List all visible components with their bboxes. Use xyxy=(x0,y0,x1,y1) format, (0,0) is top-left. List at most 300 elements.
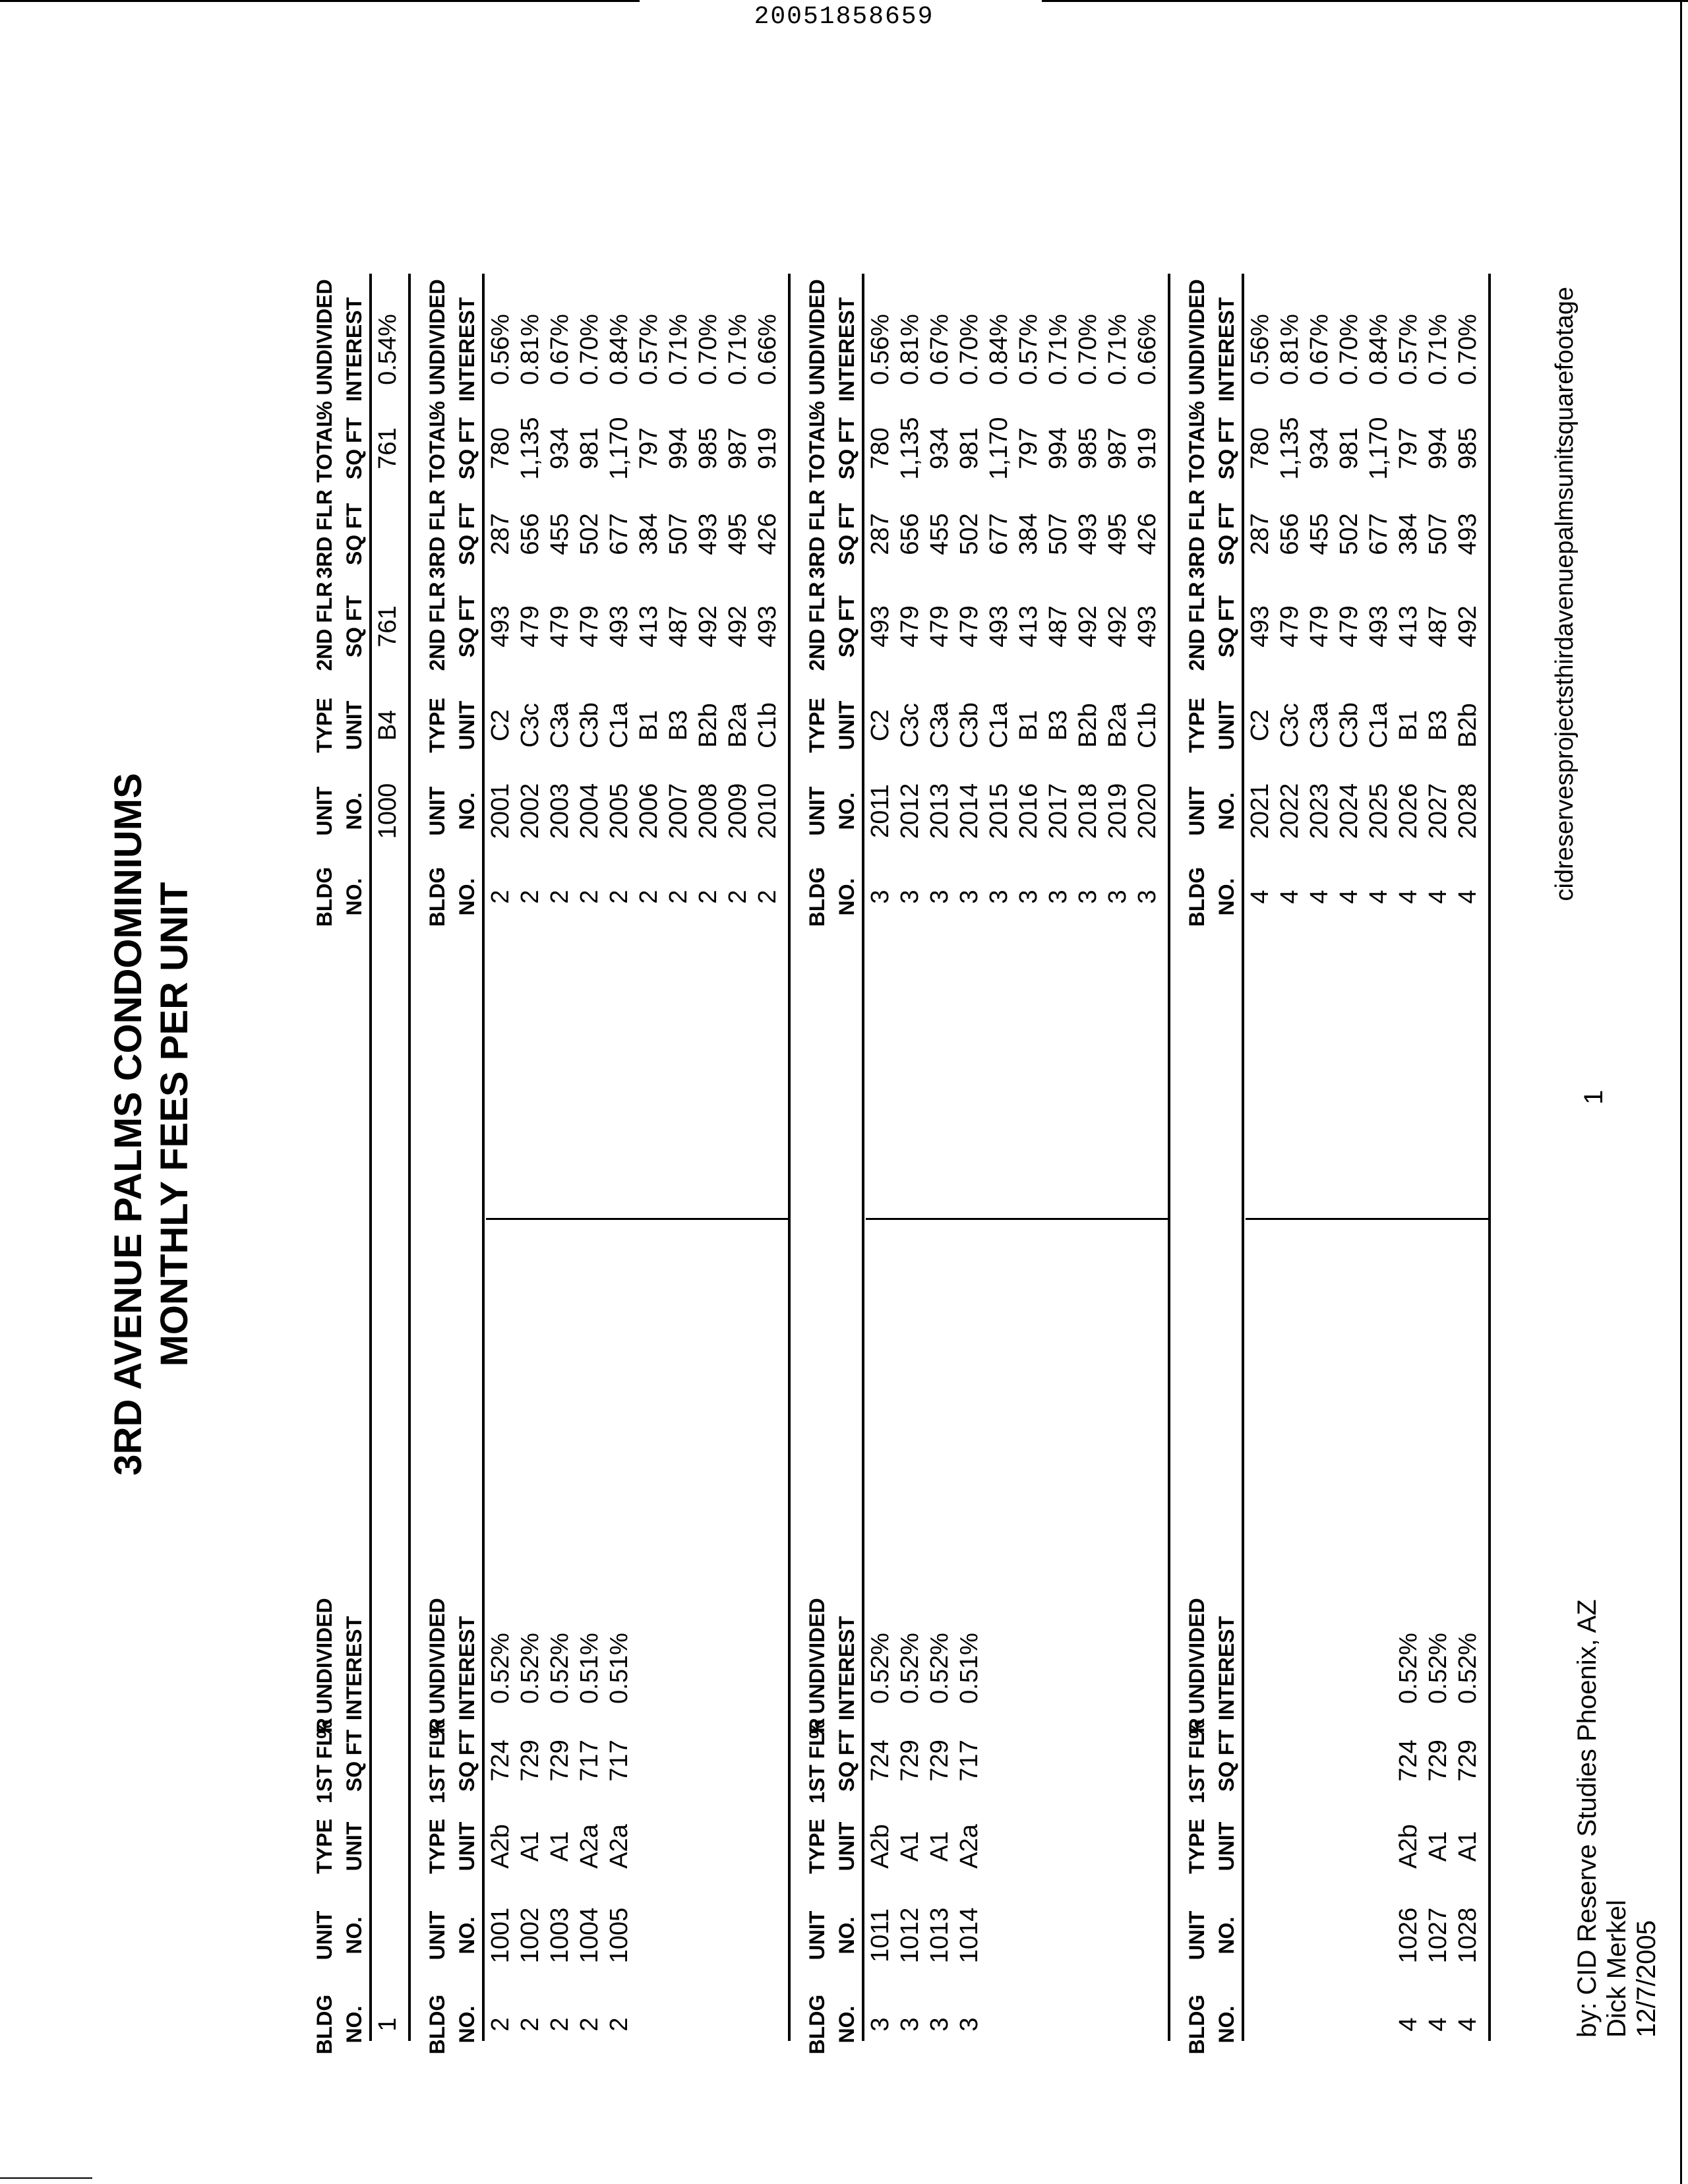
table-cell: 493 xyxy=(487,605,514,648)
column-header: BLDG xyxy=(805,866,829,927)
document-id: 20051858659 xyxy=(754,3,934,31)
table-cell: C1a xyxy=(605,702,633,748)
table-row xyxy=(1133,152,1162,2097)
column-header: SQ FT xyxy=(835,595,859,658)
table-cell: A1 xyxy=(1424,1831,1452,1862)
column-header: SQ FT xyxy=(342,595,366,658)
table-cell: 919 xyxy=(754,427,781,470)
table-row xyxy=(1275,152,1305,2097)
table-cell: B1 xyxy=(635,710,663,741)
table-cell: 1,135 xyxy=(896,417,924,480)
table-cell: 4 xyxy=(1454,2017,1482,2032)
table-cell: A2a xyxy=(605,1824,633,1869)
table-cell: 493 xyxy=(1365,605,1393,648)
column-header: INTEREST xyxy=(835,297,859,402)
column-header: TYPE xyxy=(425,698,449,753)
table-cell: 479 xyxy=(926,605,953,648)
column-header: UNIT xyxy=(805,1910,829,1960)
column-header: NO. xyxy=(1215,878,1238,916)
table-cell: 3 xyxy=(896,890,924,904)
section-rule xyxy=(1168,274,1170,2041)
column-header: NO. xyxy=(1215,2005,1238,2044)
column-header: UNIT xyxy=(342,1821,366,1871)
table-cell: 0.66% xyxy=(754,314,781,385)
table-cell: 479 xyxy=(896,605,924,648)
column-header: INTEREST xyxy=(1215,297,1238,402)
page-title: 3RD AVENUE PALMS CONDOMINIUMS xyxy=(107,773,150,1476)
column-header: UNIT xyxy=(313,1910,336,1960)
column-header: % UNDIVIDED xyxy=(1185,279,1209,420)
table-cell: 426 xyxy=(1133,513,1161,555)
table-cell: 0.56% xyxy=(866,314,894,385)
table-cell: 797 xyxy=(1015,427,1042,470)
table-cell: 761 xyxy=(374,427,402,470)
column-header: 1ST FLR xyxy=(313,1718,336,1804)
column-header: UNIT xyxy=(1185,1910,1209,1960)
table-cell: 413 xyxy=(1395,605,1422,648)
table-cell: 2 xyxy=(516,890,544,904)
table-cell: A1 xyxy=(546,1831,574,1862)
table-row xyxy=(373,152,403,2097)
table-cell: 2011 xyxy=(866,784,894,838)
column-header: BLDG xyxy=(425,866,449,927)
column-header: UNIT xyxy=(342,700,366,750)
section-divider xyxy=(1246,1218,1488,1220)
table-cell: 780 xyxy=(487,427,514,470)
table-cell: 1,135 xyxy=(1276,417,1304,480)
table-cell: 479 xyxy=(1276,605,1304,648)
table-cell: 0.70% xyxy=(1335,314,1363,385)
column-header: UNIT xyxy=(835,700,859,750)
column-header: NO. xyxy=(1215,792,1238,830)
column-header: 2ND FLR xyxy=(425,582,449,671)
table-cell: 2026 xyxy=(1395,783,1422,839)
header-rule xyxy=(1242,274,1244,2041)
column-header: BLDG xyxy=(313,866,336,927)
column-header: % UNDIVIDED xyxy=(313,1598,336,1739)
table-cell: 780 xyxy=(866,427,894,470)
table-cell: B2b xyxy=(694,703,722,748)
column-header: UNIT xyxy=(835,1821,859,1871)
table-cell: 455 xyxy=(546,513,574,555)
column-header: SQ FT xyxy=(342,417,366,480)
column-header: 2ND FLR xyxy=(1185,582,1209,671)
table-row xyxy=(895,152,925,2097)
table-cell: 0.70% xyxy=(1454,314,1482,385)
column-header: SQ FT xyxy=(1215,417,1238,480)
header-row xyxy=(802,152,832,2097)
section-rule xyxy=(408,274,411,2041)
column-header: TOTAL xyxy=(313,414,336,483)
table-cell: 0.70% xyxy=(576,314,603,385)
author-name: Dick Merkel xyxy=(1602,1900,1631,2038)
table-cell: 1014 xyxy=(955,1907,983,1964)
column-header: UNIT xyxy=(425,1910,449,1960)
table-cell: 0.71% xyxy=(1424,314,1452,385)
table-cell: B2b xyxy=(1454,703,1482,748)
table-cell: A2b xyxy=(1395,1824,1422,1869)
table-cell: 0.84% xyxy=(605,314,633,385)
table-cell: 0.52% xyxy=(487,1633,514,1704)
header-row xyxy=(1182,152,1212,2097)
table-cell: 4 xyxy=(1276,890,1304,904)
column-header: SQ FT xyxy=(1215,502,1238,566)
column-header: TYPE xyxy=(1185,1819,1209,1874)
table-cell: A1 xyxy=(926,1831,953,1862)
table-cell: 2023 xyxy=(1306,783,1333,839)
table-cell: 495 xyxy=(1104,513,1131,555)
table-cell: 3 xyxy=(926,2017,953,2032)
table-cell: C3b xyxy=(955,702,983,748)
table-cell: 994 xyxy=(665,427,692,470)
table-cell: 1004 xyxy=(576,1907,603,1964)
table-cell: 487 xyxy=(1424,605,1452,648)
table-cell: 717 xyxy=(605,1740,633,1782)
table-cell: 479 xyxy=(516,605,544,648)
table-cell: 507 xyxy=(1044,513,1072,555)
table-cell: 0.57% xyxy=(1015,314,1042,385)
table-cell: 985 xyxy=(694,427,722,470)
column-header: TYPE xyxy=(313,1819,336,1874)
table-cell: 2 xyxy=(576,890,603,904)
rotated-page xyxy=(0,152,1688,2097)
table-cell: C3b xyxy=(576,702,603,748)
column-header: SQ FT xyxy=(455,502,479,566)
table-cell: 0.84% xyxy=(985,314,1013,385)
table-cell: 3 xyxy=(866,2017,894,2032)
table-cell: 0.71% xyxy=(1104,314,1131,385)
column-header: NO. xyxy=(455,792,479,830)
table-cell: 4 xyxy=(1246,890,1274,904)
column-header: 3RD FLR xyxy=(1185,489,1209,579)
table-cell: 780 xyxy=(1246,427,1274,470)
table-cell: C3b xyxy=(1335,702,1363,748)
table-cell: 2027 xyxy=(1424,783,1452,839)
column-header: NO. xyxy=(342,2005,366,2044)
column-header: BLDG xyxy=(313,1994,336,2055)
column-header: SQ FT xyxy=(835,1729,859,1792)
table-cell: 3 xyxy=(1074,890,1102,904)
table-cell: 4 xyxy=(1424,890,1452,904)
column-header: TOTAL xyxy=(1185,414,1209,483)
table-cell: 493 xyxy=(1454,513,1482,555)
table-cell: 677 xyxy=(605,513,633,555)
table-cell: 729 xyxy=(926,1740,953,1782)
column-header: % UNDIVIDED xyxy=(805,279,829,420)
table-row xyxy=(634,152,664,2097)
column-header: TYPE xyxy=(805,1819,829,1874)
column-header: NO. xyxy=(1215,1916,1238,1955)
table-cell: 729 xyxy=(546,1740,574,1782)
table-cell: 4 xyxy=(1306,890,1333,904)
table-cell: 287 xyxy=(866,513,894,555)
table-cell: 981 xyxy=(576,427,603,470)
table-cell: 2002 xyxy=(516,783,544,839)
prepared-by: by: CID Reserve Studies Phoenix, AZ xyxy=(1573,1599,1602,2038)
table-cell: 384 xyxy=(1015,513,1042,555)
column-header: NO. xyxy=(455,2005,479,2044)
table-cell: 0.52% xyxy=(546,1633,574,1704)
column-header: NO. xyxy=(835,2005,859,2044)
table-cell: 1012 xyxy=(896,1907,924,1964)
table-cell: 0.54% xyxy=(374,314,402,385)
table-cell: 0.52% xyxy=(1424,1633,1452,1704)
table-row xyxy=(1246,152,1275,2097)
table-row xyxy=(753,152,783,2097)
table-cell: 479 xyxy=(955,605,983,648)
table-cell: 1005 xyxy=(605,1907,633,1964)
table-cell: 0.51% xyxy=(955,1633,983,1704)
table-cell: 384 xyxy=(1395,513,1422,555)
table-cell: 0.52% xyxy=(1395,1633,1422,1704)
table-cell: 729 xyxy=(1424,1740,1452,1782)
table-cell: 502 xyxy=(1335,513,1363,555)
table-cell: 994 xyxy=(1424,427,1452,470)
table-cell: C3c xyxy=(516,703,544,748)
table-cell: 4 xyxy=(1395,2017,1422,2032)
table-cell: 2020 xyxy=(1133,783,1161,839)
table-cell: 729 xyxy=(516,1740,544,1782)
table-cell: 1,135 xyxy=(516,417,544,480)
column-header: NO. xyxy=(342,1916,366,1955)
table-cell: 487 xyxy=(665,605,692,648)
column-header: INTEREST xyxy=(342,297,366,402)
table-row xyxy=(1014,152,1044,2097)
table-cell: 0.52% xyxy=(1454,1633,1482,1704)
table-cell: 2019 xyxy=(1104,783,1131,839)
table-cell: 656 xyxy=(1276,513,1304,555)
column-header: % UNDIVIDED xyxy=(1185,1598,1209,1739)
table-cell: 0.70% xyxy=(955,314,983,385)
table-cell: B3 xyxy=(665,710,692,741)
column-header: NO. xyxy=(455,878,479,916)
section-divider xyxy=(486,1218,788,1220)
table-cell: C2 xyxy=(866,709,894,742)
table-cell: 492 xyxy=(1074,605,1102,648)
column-header: SQ FT xyxy=(1215,1729,1238,1792)
table-cell: 2 xyxy=(605,890,633,904)
table-cell: 2 xyxy=(516,2017,544,2032)
table-cell: 479 xyxy=(1335,605,1363,648)
table-row xyxy=(1044,152,1073,2097)
table-cell: B3 xyxy=(1424,710,1452,741)
column-header: TOTAL xyxy=(805,414,829,483)
table-row xyxy=(723,152,753,2097)
table-cell: B4 xyxy=(374,710,402,741)
table-cell: 0.71% xyxy=(665,314,692,385)
table-cell: 2007 xyxy=(665,783,692,839)
column-header: UNIT xyxy=(313,786,336,836)
file-path: cidreservesprojectsthirdavenuepalmsunitsquarefootage xyxy=(1551,287,1579,901)
table-cell: 4 xyxy=(1365,890,1393,904)
table-cell: 492 xyxy=(724,605,752,648)
table-cell: 797 xyxy=(1395,427,1422,470)
table-cell: 455 xyxy=(926,513,953,555)
table-row xyxy=(1364,152,1394,2097)
table-cell: 2003 xyxy=(546,783,574,839)
table-cell: 384 xyxy=(635,513,663,555)
table-cell: 0.84% xyxy=(1365,314,1393,385)
table-cell: 0.81% xyxy=(1276,314,1304,385)
column-header: UNIT xyxy=(425,786,449,836)
table-cell: 0.51% xyxy=(576,1633,603,1704)
table-cell: 502 xyxy=(955,513,983,555)
table-cell: 479 xyxy=(546,605,574,648)
table-cell: 0.57% xyxy=(1395,314,1422,385)
table-cell: 0.52% xyxy=(866,1633,894,1704)
table-cell: 919 xyxy=(1133,427,1161,470)
table-cell: 413 xyxy=(1015,605,1042,648)
table-cell: 1 xyxy=(374,2017,402,2032)
table-row xyxy=(984,152,1014,2097)
table-cell: A2b xyxy=(866,1824,894,1869)
column-header: UNIT xyxy=(455,1821,479,1871)
table-cell: 1,170 xyxy=(985,417,1013,480)
table-cell: 797 xyxy=(635,427,663,470)
table-cell: 2 xyxy=(694,890,722,904)
table-cell: C3c xyxy=(1276,703,1304,748)
column-header: TYPE xyxy=(1185,698,1209,753)
table-cell: 3 xyxy=(866,890,894,904)
table-row xyxy=(1073,152,1103,2097)
table-row xyxy=(1394,152,1424,2097)
table-row xyxy=(664,152,694,2097)
table-cell: 981 xyxy=(955,427,983,470)
table-cell: 0.67% xyxy=(926,314,953,385)
table-row xyxy=(1453,152,1483,2097)
table-cell: 507 xyxy=(1424,513,1452,555)
column-header: NO. xyxy=(342,792,366,830)
column-header: SQ FT xyxy=(455,595,479,658)
table-row xyxy=(1305,152,1335,2097)
table-cell: 287 xyxy=(1246,513,1274,555)
table-cell: A1 xyxy=(896,1831,924,1862)
table-cell: 4 xyxy=(1335,890,1363,904)
table-cell: 985 xyxy=(1454,427,1482,470)
table-cell: 2014 xyxy=(955,783,983,839)
table-cell: 0.71% xyxy=(724,314,752,385)
table-cell: 985 xyxy=(1074,427,1102,470)
table-cell: 2 xyxy=(487,2017,514,2032)
column-header: TOTAL xyxy=(425,414,449,483)
table-cell: 2 xyxy=(665,890,692,904)
table-cell: C1b xyxy=(754,702,781,748)
column-header: SQ FT xyxy=(1215,595,1238,658)
table-cell: 729 xyxy=(896,1740,924,1782)
table-cell: 507 xyxy=(665,513,692,555)
table-cell: 455 xyxy=(1306,513,1333,555)
column-header: SQ FT xyxy=(455,1729,479,1792)
table-cell: 2001 xyxy=(487,783,514,839)
table-cell: 2006 xyxy=(635,783,663,839)
table-cell: 0.56% xyxy=(1246,314,1274,385)
column-header: NO. xyxy=(342,878,366,916)
table-cell: 2025 xyxy=(1365,783,1393,839)
table-cell: 413 xyxy=(635,605,663,648)
table-cell: 2009 xyxy=(724,783,752,839)
table-cell: C1a xyxy=(1365,702,1393,748)
column-header: SQ FT xyxy=(342,1729,366,1792)
column-header: BLDG xyxy=(805,1994,829,2055)
table-row xyxy=(605,152,634,2097)
table-cell: 934 xyxy=(926,427,953,470)
column-header: INTEREST xyxy=(342,1616,366,1721)
table-cell: 761 xyxy=(374,605,402,648)
table-cell: 2012 xyxy=(896,783,924,839)
table-cell: 656 xyxy=(516,513,544,555)
table-cell: 2013 xyxy=(926,783,953,839)
header-row xyxy=(340,152,369,2097)
column-header: SQ FT xyxy=(455,417,479,480)
table-cell: 934 xyxy=(546,427,574,470)
table-cell: B2b xyxy=(1074,703,1102,748)
table-cell: 493 xyxy=(866,605,894,648)
header-rule xyxy=(862,274,864,2041)
table-cell: 0.52% xyxy=(896,1633,924,1704)
table-cell: 2 xyxy=(546,890,574,904)
table-cell: 2022 xyxy=(1276,783,1304,839)
table-cell: C2 xyxy=(487,709,514,742)
table-cell: 493 xyxy=(985,605,1013,648)
column-header: UNIT xyxy=(455,700,479,750)
column-header: NO. xyxy=(835,878,859,916)
column-header: SQ FT xyxy=(342,502,366,566)
table-cell: 493 xyxy=(1074,513,1102,555)
column-header: 1ST FLR xyxy=(805,1718,829,1804)
table-cell: 2017 xyxy=(1044,783,1072,839)
table-cell: 493 xyxy=(694,513,722,555)
table-row xyxy=(516,152,545,2097)
column-header: INTEREST xyxy=(455,1616,479,1721)
table-cell: 2018 xyxy=(1074,783,1102,839)
table-cell: 0.57% xyxy=(635,314,663,385)
table-row xyxy=(925,152,955,2097)
column-header: TYPE xyxy=(313,698,336,753)
table-cell: 1027 xyxy=(1424,1907,1452,1964)
table-cell: 2 xyxy=(635,890,663,904)
table-cell: 677 xyxy=(1365,513,1393,555)
table-cell: 2028 xyxy=(1454,783,1482,839)
header-row xyxy=(832,152,862,2097)
page-subtitle: MONTHLY FEES PER UNIT xyxy=(153,882,196,1367)
table-cell: 0.81% xyxy=(516,314,544,385)
table-cell: 0.81% xyxy=(896,314,924,385)
column-header: TYPE xyxy=(425,1819,449,1874)
table-cell: B1 xyxy=(1395,710,1422,741)
header-row xyxy=(1212,152,1242,2097)
table-cell: 717 xyxy=(955,1740,983,1782)
table-cell: 287 xyxy=(487,513,514,555)
table-cell: 3 xyxy=(1015,890,1042,904)
table-cell: 0.67% xyxy=(1306,314,1333,385)
table-cell: 479 xyxy=(576,605,603,648)
table-cell: 2 xyxy=(546,2017,574,2032)
table-row xyxy=(694,152,723,2097)
table-cell: 2021 xyxy=(1246,783,1274,839)
table-cell: 487 xyxy=(1044,605,1072,648)
table-row xyxy=(575,152,605,2097)
title-block xyxy=(106,152,198,2097)
table-cell: 4 xyxy=(1395,890,1422,904)
column-header: SQ FT xyxy=(835,417,859,480)
table-cell: 2010 xyxy=(754,783,781,839)
table-row xyxy=(486,152,516,2097)
table-cell: 0.51% xyxy=(605,1633,633,1704)
table-cell: 2024 xyxy=(1335,783,1363,839)
table-cell: C2 xyxy=(1246,709,1274,742)
table-cell: 0.67% xyxy=(546,314,574,385)
table-cell: 0.52% xyxy=(516,1633,544,1704)
